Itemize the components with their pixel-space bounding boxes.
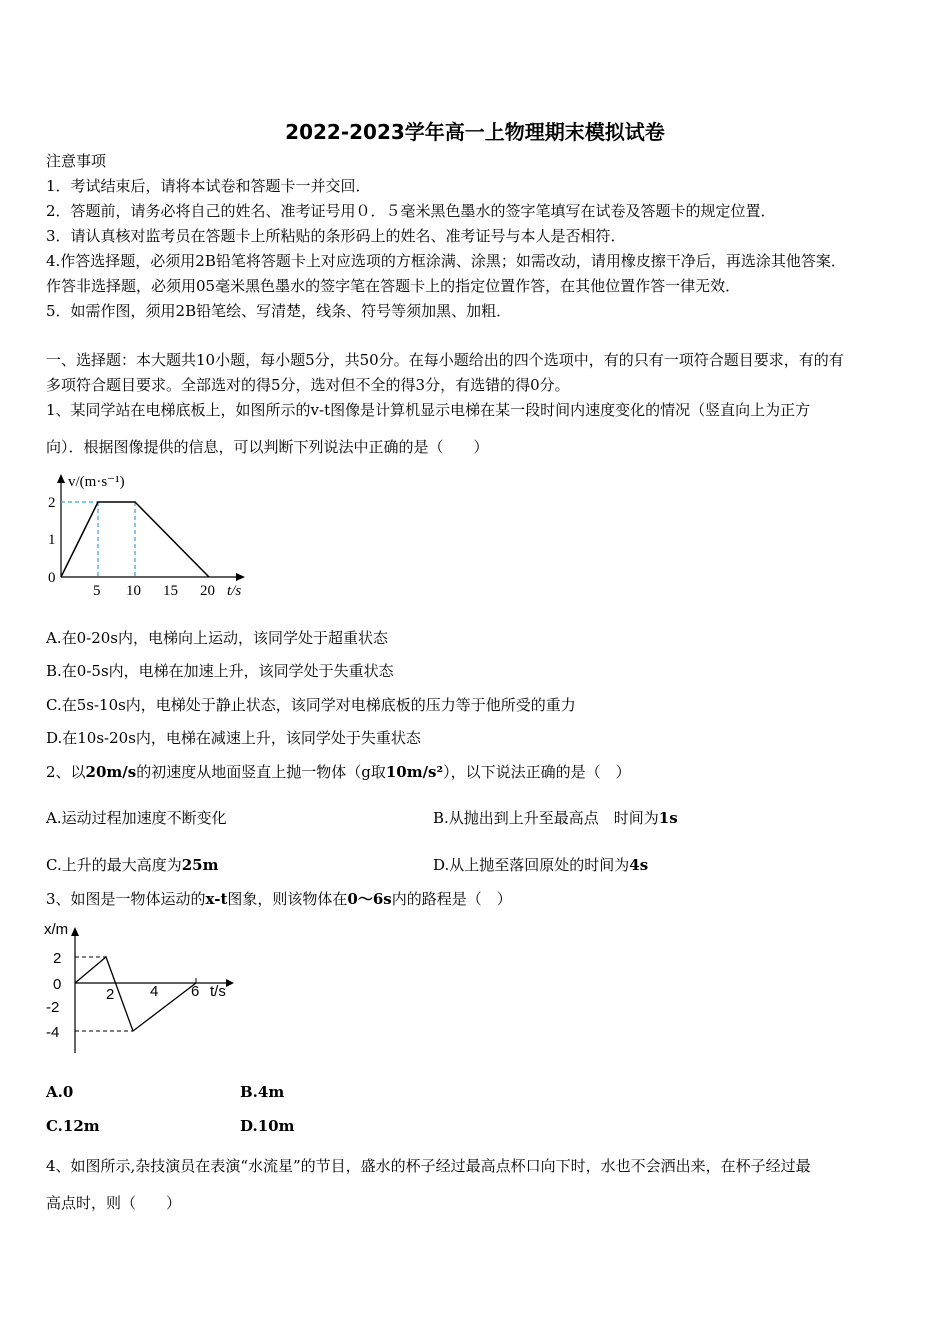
xt-ylabel: x/m bbox=[44, 921, 69, 938]
q3-stem-post: 内的路程是（ ） bbox=[391, 890, 512, 908]
xt-ytick: -4 bbox=[46, 1024, 60, 1041]
xt-graph bbox=[40, 916, 250, 1056]
q3-range: 0～6s bbox=[347, 890, 392, 908]
question-4-stem: 4、如图所示,杂技演员在表演“水流星”的节目，盛水的杯子经过最高点杯口向下时，水也不会洒出来，在杯子经过最 bbox=[46, 1157, 811, 1175]
question-2-option-d bbox=[433, 855, 648, 875]
question-3-option-a: A.0 bbox=[46, 1083, 74, 1101]
xt-xtick: 2 bbox=[106, 986, 115, 1003]
question-3-option-b: B.4m bbox=[240, 1083, 285, 1101]
q2-stem-post: ），以下说法正确的是（ ） bbox=[443, 763, 631, 781]
q2-stem-mid: 的初速度从地面竖直上抛一物体（g取 bbox=[136, 763, 386, 781]
vt-xtick: 10 bbox=[126, 583, 141, 599]
notice-item: 作答非选择题，必须用05毫米黑色墨水的签字笔在答题卡上的指定位置作答，在其他位置作答一律无效． bbox=[46, 277, 741, 295]
vt-xtick: 15 bbox=[163, 583, 178, 599]
notice-item: 5．如需作图，须用2B铅笔绘、写清楚，线条、符号等须加黑、加粗． bbox=[46, 302, 512, 320]
xt-xtick: 6 bbox=[191, 983, 200, 1000]
q3-xt: x-t bbox=[205, 890, 228, 908]
question-2-option-c bbox=[46, 855, 218, 875]
question-3-option-d: D.10m bbox=[240, 1117, 295, 1135]
xt-xlabel: t/s bbox=[210, 983, 226, 1000]
question-1-option-d: D.在10s-20s内，电梯在减速上升，该同学处于失重状态 bbox=[46, 729, 421, 747]
vt-xtick: 20 bbox=[200, 583, 215, 599]
xt-ytick: 2 bbox=[53, 950, 62, 967]
q2-velocity: 20m/s bbox=[85, 763, 137, 781]
question-2-option-b bbox=[433, 808, 678, 828]
question-4-stem: 高点时，则（ ） bbox=[46, 1194, 182, 1212]
q3-stem-mid: 图象，则该物体在 bbox=[227, 890, 348, 908]
question-2-stem bbox=[46, 762, 631, 782]
vt-ytick: 1 bbox=[48, 532, 56, 548]
notice-item: 1．考试结束后，请将本试卷和答题卡一并交回． bbox=[46, 177, 371, 195]
section-instructions: 多项符合题目要求。全部选对的得5分，选对但不全的得3分，有选错的得0分。 bbox=[46, 376, 570, 394]
q2-optc-text: C.上升的最大高度为 bbox=[46, 856, 182, 874]
question-1-option-a: A.在0-20s内，电梯向上运动，该同学处于超重状态 bbox=[46, 629, 388, 647]
vt-ylabel: v/(m·s⁻¹) bbox=[68, 474, 125, 490]
q2-gravity: 10m/s² bbox=[385, 763, 444, 781]
notice-item: 3．请认真核对监考员在答题卡上所粘贴的条形码上的姓名、准考证号与本人是否相符． bbox=[46, 227, 626, 245]
question-3-option-c: C.12m bbox=[46, 1117, 100, 1135]
q2-optd-value: 4s bbox=[629, 856, 649, 874]
vt-graph bbox=[40, 464, 260, 604]
vt-xlabel: t/s bbox=[227, 583, 242, 599]
q2-stem-pre: 2、以 bbox=[46, 763, 86, 781]
question-1-stem: 1、某同学站在电梯底板上，如图所示的v-t图像是计算机显示电梯在某一段时间内速度变化的情况（竖直向上为正方 bbox=[46, 401, 811, 419]
vt-ytick: 2 bbox=[48, 495, 56, 511]
xt-ytick: -2 bbox=[46, 999, 60, 1016]
question-1-option-c: C.在5s-10s内，电梯处于静止状态，该同学对电梯底板的压力等于他所受的重力 bbox=[46, 696, 576, 714]
q3-stem-pre: 3、如图是一物体运动的 bbox=[46, 890, 206, 908]
vt-ytick: 0 bbox=[48, 570, 56, 586]
q2-optb-value: 1s bbox=[658, 809, 678, 827]
notice-item: 4.作答选择题，必须用2B铅笔将答题卡上对应选项的方框涂满、涂黑；如需改动，请用橡皮擦干净后，再选涂其他答案． bbox=[46, 252, 846, 270]
question-1-option-b: B.在0-5s内，电梯在加速上升，该同学处于失重状态 bbox=[46, 662, 394, 680]
section-instructions: 一、选择题：本大题共10小题，每小题5分，共50分。在每小题给出的四个选项中，有的只有一项符合题目要求，有的有 bbox=[46, 351, 844, 369]
notice-heading: 注意事项 bbox=[46, 152, 107, 170]
q2-optc-value: 25m bbox=[181, 856, 219, 874]
question-2-option-a: A.运动过程加速度不断变化 bbox=[46, 809, 227, 827]
question-3-stem bbox=[46, 889, 512, 909]
q2-optd-text: D.从上抛至落回原处的时间为 bbox=[433, 856, 630, 874]
xt-xtick: 4 bbox=[150, 983, 159, 1000]
question-1-stem: 向）．根据图像提供的信息，可以判断下列说法中正确的是（ ） bbox=[46, 438, 489, 456]
vt-xtick: 5 bbox=[93, 583, 101, 599]
q2-optb-text: B.从抛出到上升至最高点 时间为 bbox=[433, 809, 659, 827]
xt-ytick: 0 bbox=[53, 976, 62, 993]
notice-item: 2．答题前，请务必将自己的姓名、准考证号用０．５毫米黑色墨水的签字笔填写在试卷及答题卡的规定位置． bbox=[46, 202, 776, 220]
page-title: 2022-2023学年高一上物理期末模拟试卷 bbox=[285, 120, 665, 144]
